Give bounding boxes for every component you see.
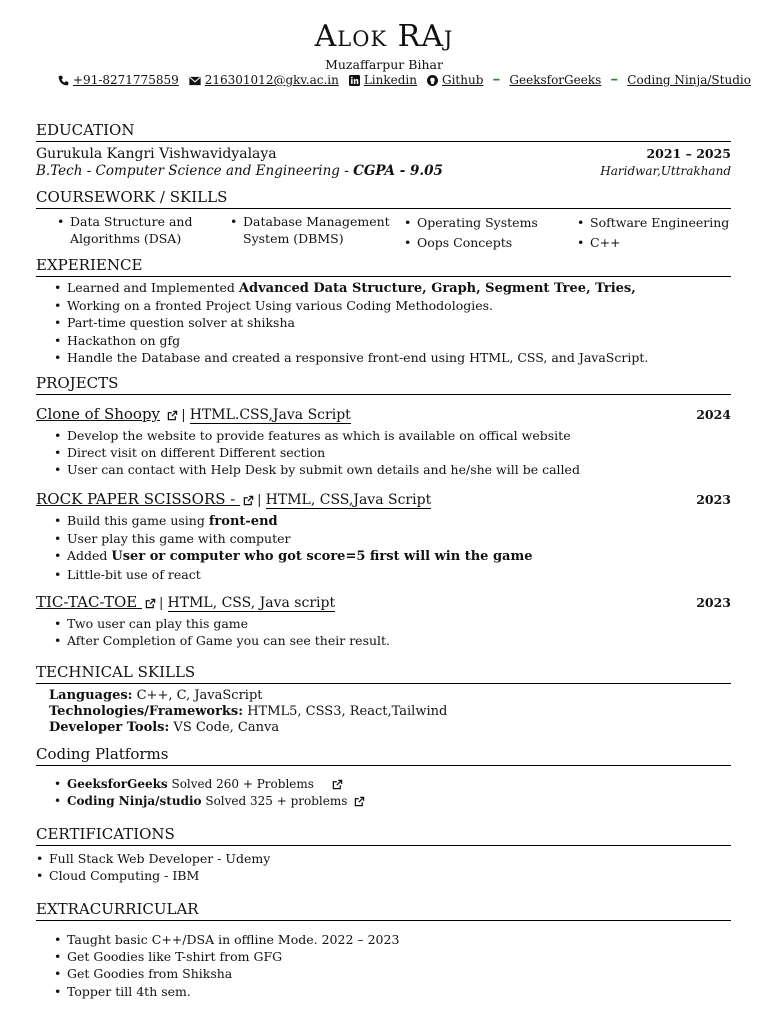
coursework-col-2 [230, 213, 395, 247]
bullet-text: Added [67, 548, 112, 564]
gfg-link[interactable] [509, 72, 601, 89]
project-row [36, 593, 731, 613]
languages-value: C++, C, JavaScript [132, 688, 263, 703]
certifications-heading: CERTIFICATIONS [36, 825, 731, 846]
experience-item [54, 279, 734, 297]
experience-text: Learned and Implemented [67, 280, 239, 295]
platform-item [54, 793, 734, 810]
codingninja-icon: ━ [611, 75, 618, 86]
extracurricular-item: • Get Goodies from Shiksha [54, 965, 734, 982]
tools-value: VS Code, Canva [169, 720, 280, 735]
languages-line [49, 688, 263, 704]
phone-contact[interactable] [58, 72, 179, 89]
linkedin-icon [349, 75, 360, 86]
project-bullets [54, 512, 734, 583]
project-year: 2023 [696, 595, 731, 610]
platform-item [54, 776, 734, 793]
resume-name: Alok RAj [314, 19, 454, 54]
experience-heading: EXPERIENCE [36, 256, 731, 277]
phone-icon [58, 75, 69, 86]
experience-item: • Hackathon on gfg [54, 332, 734, 349]
email-address[interactable]: 216301012@gkv.ac.in [204, 73, 339, 87]
project-row [36, 490, 731, 510]
school-name: Gurukula Kangri Vishwavidyalaya [36, 146, 277, 162]
project-bullet [54, 512, 734, 530]
education-place: Haridwar,Uttrakhand [600, 164, 731, 178]
extracurricular-item: • Topper till 4th sem. [54, 983, 734, 1000]
certification-item: • Full Stack Web Developer - Udemy [36, 850, 716, 867]
project-bullet: • User play this game with computer [54, 530, 734, 547]
project-bullet: • Develop the website to provide features as which is available on offical website [54, 427, 734, 444]
codingninja-label[interactable]: Coding Ninja/Studio [627, 73, 751, 87]
coursework-col-4 [577, 213, 742, 253]
codingninja-link[interactable] [627, 72, 751, 89]
languages-label: Languages: [49, 688, 133, 703]
project-bullet: • Two user can play this game [54, 615, 734, 632]
bullet-bold: front-end [208, 514, 278, 529]
project-tech: HTML, CSS,Java Script [265, 492, 432, 508]
project-bullet [54, 547, 734, 565]
platform-name: Coding Ninja/studio [67, 794, 202, 809]
certification-item: • Cloud Computing - IBM [36, 867, 716, 884]
technologies-value: HTML5, CSS3, React,Tailwind [243, 704, 448, 719]
email-contact[interactable] [189, 72, 339, 89]
bullet-bold: User or computer who got score=5 first will win the game [111, 549, 533, 565]
project-tech: HTML.CSS,Java Script [189, 407, 351, 423]
education-years: 2021 – 2025 [646, 146, 731, 161]
project-bullet: • User can contact with Help Desk by submit own details and he/she will be called [54, 461, 734, 478]
technical-heading: TECHNICAL SKILLS [36, 663, 731, 684]
degree-text: B.Tech - Computer Science and Engineering - [36, 163, 354, 179]
certifications-list [36, 850, 716, 884]
contact-bar [58, 72, 761, 89]
education-row-2 [36, 163, 731, 180]
project-header: TIC-TAC-TOE | HTML, CSS, Java script [36, 593, 336, 611]
technologies-label: Technologies/Frameworks: [49, 704, 244, 719]
education-heading: EDUCATION [36, 121, 731, 142]
project-bullets [54, 615, 734, 649]
coursework-item: • Software Engineering [577, 213, 742, 233]
external-link-icon[interactable] [145, 598, 156, 609]
extracurricular-heading: EXTRACURRICULAR [36, 900, 731, 921]
coursework-item: • C++ [577, 233, 742, 253]
project-tech: HTML, CSS, Java script [167, 595, 336, 611]
coursework-col-3 [404, 213, 569, 253]
platforms-list [54, 776, 734, 810]
github-link[interactable] [427, 72, 483, 89]
coursework-item: • Operating Systems [404, 213, 569, 233]
location: Muzaffarpur Bihar [325, 57, 443, 72]
project-row [36, 405, 731, 425]
phone-number[interactable]: +91-8271775859 [73, 73, 179, 87]
platform-text: Solved 325 + problems [201, 794, 348, 809]
github-icon [427, 75, 438, 86]
coursework-col-1 [57, 213, 217, 247]
coursework-item: • Data Structure and Algorithms (DSA) [57, 213, 217, 247]
experience-item: • Working on a fronted Project Using various Coding Methodologies. [54, 297, 734, 314]
extracurricular-list [54, 931, 734, 1000]
github-label[interactable]: Github [441, 73, 484, 87]
experience-item: • Handle the Database and created a responsive front-end using HTML, CSS, and JavaScript. [54, 349, 734, 366]
project-title-link[interactable]: ROCK PAPER SCISSORS - [36, 490, 241, 508]
project-header: ROCK PAPER SCISSORS - | HTML, CSS,Java Script [36, 490, 432, 508]
project-header: Clone of Shoopy | HTML.CSS,Java Script [36, 405, 351, 423]
project-year: 2023 [696, 492, 731, 507]
project-bullet: • Direct visit on different Different section [54, 444, 734, 461]
technologies-line [49, 704, 447, 720]
project-bullet: • Little-bit use of react [54, 566, 734, 583]
gfg-icon: ━ [493, 75, 500, 86]
envelope-icon [189, 76, 201, 86]
cgpa: CGPA - 9.05 [353, 163, 443, 179]
project-bullets [54, 427, 734, 479]
extracurricular-item: • Taught basic C++/DSA in offline Mode. 2022 – 2023 [54, 931, 734, 948]
tools-label: Developer Tools: [49, 720, 170, 735]
experience-item: • Part-time question solver at shiksha [54, 314, 734, 331]
project-title-link[interactable]: Clone of Shoopy [36, 405, 161, 423]
coursework-item: • Oops Concepts [404, 233, 569, 253]
bullet-text: Build this game using [67, 513, 209, 528]
education-row-1 [36, 145, 731, 163]
external-link-icon[interactable] [354, 796, 365, 807]
coursework-item: • Database Management System (DBMS) [230, 213, 395, 247]
coursework-heading: COURSEWORK / SKILLS [36, 188, 731, 209]
linkedin-label[interactable]: Linkedin [363, 73, 417, 87]
experience-bold: Advanced Data Structure, Graph, Segment Tree, Tries, [238, 281, 636, 296]
linkedin-link[interactable] [349, 72, 417, 89]
project-bullet: • After Completion of Game you can see their result. [54, 632, 734, 649]
platform-text: Solved 260 + Problems [167, 777, 314, 791]
tools-line [49, 720, 279, 736]
extracurricular-item: • Get Goodies like T-shirt from GFG [54, 948, 734, 965]
platforms-heading: Coding Platforms [36, 745, 731, 766]
project-year: 2024 [696, 407, 731, 422]
experience-list [54, 279, 734, 366]
external-link-icon[interactable] [167, 410, 178, 421]
platform-name: GeeksforGeeks [67, 777, 168, 791]
project-title-link[interactable]: TIC-TAC-TOE [36, 593, 142, 611]
external-link-icon[interactable] [243, 495, 254, 506]
degree [36, 163, 443, 180]
external-link-icon[interactable] [332, 779, 343, 790]
projects-heading: PROJECTS [36, 374, 731, 395]
gfg-label[interactable]: GeeksforGeeks [509, 73, 602, 87]
